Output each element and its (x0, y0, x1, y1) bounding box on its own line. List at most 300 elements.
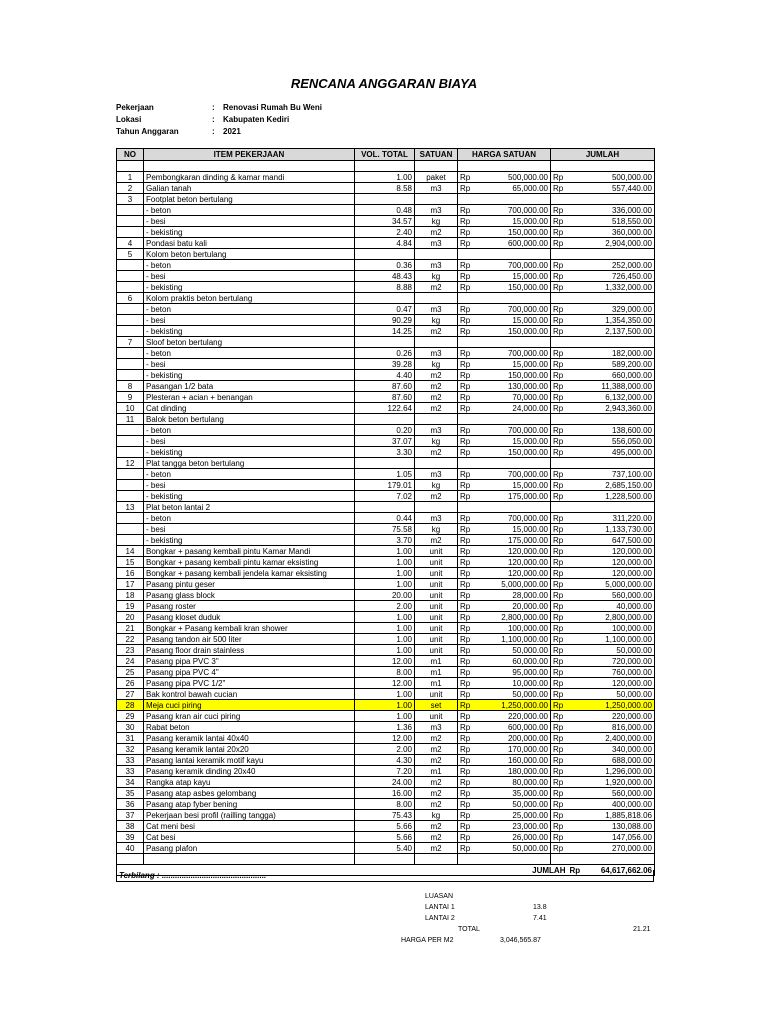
row-jumlah-rp: Rp (551, 689, 568, 700)
row-item: Kolom beton bertulang (144, 249, 355, 260)
row-jumlah-rp: Rp (551, 832, 568, 843)
table-row (117, 227, 655, 238)
row-harga-rp: Rp (458, 172, 475, 183)
row-no (117, 260, 144, 271)
table-row (117, 359, 655, 370)
row-no (117, 469, 144, 480)
row-satuan (415, 161, 458, 172)
row-satuan: unit (415, 634, 458, 645)
row-harga: 150,000.00 (475, 326, 551, 337)
row-jumlah: 560,000.00 (568, 590, 655, 601)
row-item: - beton (144, 425, 355, 436)
row-jumlah: 220,000.00 (568, 711, 655, 722)
row-no (117, 326, 144, 337)
row-jumlah-rp (551, 854, 568, 865)
row-harga-rp: Rp (458, 546, 475, 557)
row-harga (475, 194, 551, 205)
row-volume: 39.28 (355, 359, 415, 370)
row-item (144, 854, 355, 865)
row-item: Pasang atap fyber bening (144, 799, 355, 810)
row-volume: 12.00 (355, 733, 415, 744)
row-volume: 1.00 (355, 623, 415, 634)
table-row (117, 788, 655, 799)
row-item: Cat meni besi (144, 821, 355, 832)
row-volume: 0.20 (355, 425, 415, 436)
row-satuan: m3 (415, 469, 458, 480)
row-volume: 3.70 (355, 535, 415, 546)
row-no: 35 (117, 788, 144, 799)
table-row (117, 634, 655, 645)
row-jumlah (568, 293, 655, 304)
row-no: 29 (117, 711, 144, 722)
row-jumlah-rp: Rp (551, 524, 568, 535)
row-satuan: m2 (415, 447, 458, 458)
meta-value: 2021 (223, 127, 241, 136)
row-jumlah: 2,400,000.00 (568, 733, 655, 744)
table-row (117, 777, 655, 788)
row-volume: 8.88 (355, 282, 415, 293)
row-jumlah-rp: Rp (551, 788, 568, 799)
row-jumlah-rp: Rp (551, 799, 568, 810)
row-no (117, 447, 144, 458)
row-satuan: m3 (415, 425, 458, 436)
row-satuan: m2 (415, 733, 458, 744)
row-jumlah-rp: Rp (551, 238, 568, 249)
row-harga: 60,000.00 (475, 656, 551, 667)
row-item: - bekisting (144, 227, 355, 238)
row-jumlah-rp: Rp (551, 568, 568, 579)
row-no: 25 (117, 667, 144, 678)
table-row (117, 480, 655, 491)
row-harga-rp: Rp (458, 524, 475, 535)
row-harga: 700,000.00 (475, 304, 551, 315)
row-jumlah: 6,132,000.00 (568, 392, 655, 403)
row-no (117, 304, 144, 315)
row-jumlah-rp: Rp (551, 557, 568, 568)
row-jumlah: 1,296,000.00 (568, 766, 655, 777)
row-volume: 0.47 (355, 304, 415, 315)
row-volume (355, 458, 415, 469)
row-no (117, 282, 144, 293)
row-satuan: m2 (415, 227, 458, 238)
row-jumlah-rp: Rp (551, 282, 568, 293)
row-jumlah: 726,450.00 (568, 271, 655, 282)
row-jumlah: 556,050.00 (568, 436, 655, 447)
row-item: - besi (144, 480, 355, 491)
row-satuan: m3 (415, 722, 458, 733)
total-amount: 64,617,662.06 (600, 865, 652, 875)
row-no: 4 (117, 238, 144, 249)
row-harga: 120,000.00 (475, 568, 551, 579)
row-harga: 700,000.00 (475, 425, 551, 436)
row-no: 40 (117, 843, 144, 854)
row-jumlah: 647,500.00 (568, 535, 655, 546)
row-harga-rp: Rp (458, 271, 475, 282)
row-harga: 150,000.00 (475, 282, 551, 293)
row-no (117, 205, 144, 216)
row-no: 7 (117, 337, 144, 348)
row-satuan: kg (415, 810, 458, 821)
row-harga-rp (458, 161, 475, 172)
row-harga-rp: Rp (458, 183, 475, 194)
row-volume: 1.00 (355, 612, 415, 623)
row-no: 19 (117, 601, 144, 612)
row-no: 30 (117, 722, 144, 733)
row-harga-rp: Rp (458, 304, 475, 315)
row-harga: 10,000.00 (475, 678, 551, 689)
row-jumlah-rp: Rp (551, 271, 568, 282)
row-item: - bekisting (144, 535, 355, 546)
row-satuan: m3 (415, 205, 458, 216)
table-row (117, 447, 655, 458)
row-volume: 1.00 (355, 568, 415, 579)
table-row (117, 612, 655, 623)
row-satuan: m3 (415, 513, 458, 524)
row-jumlah-rp (551, 249, 568, 260)
row-harga-rp (458, 249, 475, 260)
row-volume: 8.00 (355, 667, 415, 678)
row-item: - beton (144, 260, 355, 271)
row-no (117, 535, 144, 546)
row-volume: 0.48 (355, 205, 415, 216)
row-harga-rp: Rp (458, 348, 475, 359)
row-jumlah-rp: Rp (551, 590, 568, 601)
table-row (117, 711, 655, 722)
row-jumlah (568, 249, 655, 260)
row-satuan: m3 (415, 183, 458, 194)
row-jumlah: 737,100.00 (568, 469, 655, 480)
row-volume: 2.40 (355, 227, 415, 238)
budget-table (116, 148, 655, 876)
table-row (117, 337, 655, 348)
row-no (117, 227, 144, 238)
row-harga: 700,000.00 (475, 513, 551, 524)
row-satuan: unit (415, 568, 458, 579)
luasan-lantai2-value: 7.41 (533, 915, 547, 922)
row-item: - beton (144, 348, 355, 359)
table-row (117, 766, 655, 777)
row-volume: 48.43 (355, 271, 415, 282)
row-volume: 179.01 (355, 480, 415, 491)
row-volume: 1.00 (355, 700, 415, 711)
row-no: 9 (117, 392, 144, 403)
table-row (117, 656, 655, 667)
table-row (117, 678, 655, 689)
row-volume: 2.00 (355, 601, 415, 612)
table-row (117, 601, 655, 612)
row-volume: 1.00 (355, 579, 415, 590)
table-row (117, 645, 655, 656)
row-item: - bekisting (144, 282, 355, 293)
row-harga (475, 502, 551, 513)
table-row (117, 458, 655, 469)
row-jumlah-rp: Rp (551, 480, 568, 491)
col-header-vol: VOL. TOTAL (355, 149, 415, 161)
row-satuan: m3 (415, 260, 458, 271)
row-harga-rp: Rp (458, 447, 475, 458)
row-volume: 4.40 (355, 370, 415, 381)
row-jumlah: 360,000.00 (568, 227, 655, 238)
row-jumlah: 336,000.00 (568, 205, 655, 216)
row-harga: 175,000.00 (475, 535, 551, 546)
meta-colon: : (212, 127, 215, 136)
row-volume: 1.00 (355, 172, 415, 183)
row-harga-rp: Rp (458, 469, 475, 480)
row-jumlah: 1,920,000.00 (568, 777, 655, 788)
row-satuan (415, 502, 458, 513)
row-satuan: m2 (415, 744, 458, 755)
row-item: - bekisting (144, 491, 355, 502)
row-no: 5 (117, 249, 144, 260)
row-jumlah: 1,133,730.00 (568, 524, 655, 535)
meta-colon: : (212, 115, 215, 124)
row-satuan: m2 (415, 282, 458, 293)
row-harga: 1,100,000.00 (475, 634, 551, 645)
row-harga: 700,000.00 (475, 469, 551, 480)
row-harga-rp: Rp (458, 656, 475, 667)
row-jumlah: 252,000.00 (568, 260, 655, 271)
row-no: 37 (117, 810, 144, 821)
row-harga-rp: Rp (458, 359, 475, 370)
table-row (117, 425, 655, 436)
row-harga-rp: Rp (458, 832, 475, 843)
row-volume: 37.07 (355, 436, 415, 447)
row-volume: 1.36 (355, 722, 415, 733)
row-item: Meja cuci piring (144, 700, 355, 711)
row-no (117, 524, 144, 535)
row-volume: 0.26 (355, 348, 415, 359)
row-harga: 130,000.00 (475, 381, 551, 392)
row-harga: 15,000.00 (475, 271, 551, 282)
row-jumlah (568, 194, 655, 205)
row-jumlah: 1,332,000.00 (568, 282, 655, 293)
table-row (117, 689, 655, 700)
row-jumlah-rp (551, 161, 568, 172)
row-volume: 12.00 (355, 656, 415, 667)
row-harga: 95,000.00 (475, 667, 551, 678)
row-jumlah-rp: Rp (551, 744, 568, 755)
row-jumlah: 1,354,350.00 (568, 315, 655, 326)
row-item: Pasang lantai keramik motif kayu (144, 755, 355, 766)
row-jumlah: 120,000.00 (568, 568, 655, 579)
row-harga: 50,000.00 (475, 645, 551, 656)
row-jumlah (568, 502, 655, 513)
row-satuan: kg (415, 359, 458, 370)
row-item: Pasang kloset duduk (144, 612, 355, 623)
row-harga: 23,000.00 (475, 821, 551, 832)
row-jumlah-rp: Rp (551, 810, 568, 821)
table-row (117, 744, 655, 755)
row-volume: 20.00 (355, 590, 415, 601)
row-harga: 180,000.00 (475, 766, 551, 777)
row-item: - besi (144, 359, 355, 370)
row-item: - bekisting (144, 326, 355, 337)
row-harga: 150,000.00 (475, 370, 551, 381)
row-jumlah: 5,000,000.00 (568, 579, 655, 590)
row-jumlah (568, 458, 655, 469)
row-item: Plesteran + acian + benangan (144, 392, 355, 403)
row-no (117, 491, 144, 502)
row-volume (355, 337, 415, 348)
luasan-total-label: TOTAL (458, 926, 480, 933)
row-satuan: m2 (415, 788, 458, 799)
row-harga (475, 249, 551, 260)
row-harga-rp (458, 293, 475, 304)
row-harga: 170,000.00 (475, 744, 551, 755)
row-item: Pasang keramik dinding 20x40 (144, 766, 355, 777)
row-harga-rp: Rp (458, 480, 475, 491)
row-volume: 16.00 (355, 788, 415, 799)
row-jumlah: 311,220.00 (568, 513, 655, 524)
row-no: 16 (117, 568, 144, 579)
row-no: 18 (117, 590, 144, 601)
row-item: Bak kontrol bawah cucian (144, 689, 355, 700)
row-item: Galian tanah (144, 183, 355, 194)
row-harga: 700,000.00 (475, 205, 551, 216)
row-harga-rp (458, 502, 475, 513)
meta-label: Lokasi (116, 115, 142, 124)
row-satuan: m2 (415, 535, 458, 546)
row-no: 24 (117, 656, 144, 667)
row-harga: 500,000.00 (475, 172, 551, 183)
row-no (117, 480, 144, 491)
row-jumlah-rp (551, 194, 568, 205)
table-row (117, 293, 655, 304)
row-no: 8 (117, 381, 144, 392)
row-jumlah: 1,100,000.00 (568, 634, 655, 645)
row-jumlah: 120,000.00 (568, 557, 655, 568)
row-no: 14 (117, 546, 144, 557)
row-harga (475, 854, 551, 865)
row-item: - besi (144, 436, 355, 447)
row-jumlah-rp: Rp (551, 436, 568, 447)
table-row (117, 579, 655, 590)
row-no: 33 (117, 766, 144, 777)
table-row (117, 513, 655, 524)
row-item: Sloof beton bertulang (144, 337, 355, 348)
row-no: 6 (117, 293, 144, 304)
row-jumlah-rp: Rp (551, 579, 568, 590)
table-row (117, 370, 655, 381)
row-no: 11 (117, 414, 144, 425)
row-volume: 24.00 (355, 777, 415, 788)
row-jumlah: 11,388,000.00 (568, 381, 655, 392)
row-jumlah: 495,000.00 (568, 447, 655, 458)
table-row (117, 667, 655, 678)
row-harga: 25,000.00 (475, 810, 551, 821)
row-item (144, 161, 355, 172)
row-item: Balok beton bertulang (144, 414, 355, 425)
row-no: 39 (117, 832, 144, 843)
luasan-lantai1-value: 13.8 (533, 904, 547, 911)
row-harga: 5,000,000.00 (475, 579, 551, 590)
row-item: Cat besi (144, 832, 355, 843)
row-harga: 100,000.00 (475, 623, 551, 634)
row-harga-rp: Rp (458, 689, 475, 700)
row-harga-rp: Rp (458, 733, 475, 744)
row-harga-rp: Rp (458, 513, 475, 524)
row-no: 32 (117, 744, 144, 755)
row-harga-rp: Rp (458, 282, 475, 293)
row-harga-rp (458, 458, 475, 469)
row-jumlah-rp: Rp (551, 535, 568, 546)
row-volume: 0.36 (355, 260, 415, 271)
row-satuan: kg (415, 436, 458, 447)
row-jumlah-rp: Rp (551, 601, 568, 612)
row-satuan (415, 293, 458, 304)
luasan-heading: LUASAN (425, 893, 454, 900)
row-volume: 8.58 (355, 183, 415, 194)
row-jumlah-rp: Rp (551, 645, 568, 656)
row-harga-rp: Rp (458, 678, 475, 689)
row-jumlah-rp: Rp (551, 348, 568, 359)
row-satuan: m3 (415, 304, 458, 315)
table-header-row (117, 149, 655, 161)
row-jumlah: 660,000.00 (568, 370, 655, 381)
row-satuan: m1 (415, 656, 458, 667)
row-jumlah-rp: Rp (551, 469, 568, 480)
row-harga-rp: Rp (458, 238, 475, 249)
row-satuan: m3 (415, 238, 458, 249)
row-satuan: m2 (415, 832, 458, 843)
row-satuan: m2 (415, 381, 458, 392)
harga-per-m2-label: HARGA PER M2 (401, 937, 454, 944)
row-satuan: set (415, 700, 458, 711)
row-jumlah: 40,000.00 (568, 601, 655, 612)
row-jumlah: 2,800,000.00 (568, 612, 655, 623)
row-harga-rp: Rp (458, 425, 475, 436)
row-satuan: unit (415, 579, 458, 590)
row-item: - bekisting (144, 447, 355, 458)
row-harga-rp (458, 854, 475, 865)
row-item: Pasang floor drain stainless (144, 645, 355, 656)
row-no (117, 436, 144, 447)
row-satuan: unit (415, 590, 458, 601)
row-item: - besi (144, 315, 355, 326)
row-harga: 50,000.00 (475, 843, 551, 854)
row-satuan: m1 (415, 678, 458, 689)
row-no: 15 (117, 557, 144, 568)
row-no: 22 (117, 634, 144, 645)
table-row (117, 282, 655, 293)
row-harga: 2,800,000.00 (475, 612, 551, 623)
row-satuan: m2 (415, 799, 458, 810)
row-satuan (415, 194, 458, 205)
row-jumlah-rp: Rp (551, 612, 568, 623)
row-volume: 75.43 (355, 810, 415, 821)
row-jumlah-rp: Rp (551, 260, 568, 271)
row-jumlah-rp: Rp (551, 623, 568, 634)
row-satuan: m2 (415, 755, 458, 766)
row-volume: 3.30 (355, 447, 415, 458)
row-jumlah (568, 854, 655, 865)
table-row (117, 557, 655, 568)
table-row (117, 821, 655, 832)
row-harga-rp: Rp (458, 568, 475, 579)
row-jumlah-rp: Rp (551, 766, 568, 777)
row-harga-rp: Rp (458, 821, 475, 832)
table-row (117, 238, 655, 249)
row-satuan: kg (415, 315, 458, 326)
col-header-no: NO (117, 149, 144, 161)
meta-value: Renovasi Rumah Bu Weni (223, 103, 322, 112)
row-harga: 80,000.00 (475, 777, 551, 788)
table-row (117, 326, 655, 337)
row-volume (355, 293, 415, 304)
row-item: Cat dinding (144, 403, 355, 414)
row-jumlah: 329,000.00 (568, 304, 655, 315)
table-row (117, 535, 655, 546)
